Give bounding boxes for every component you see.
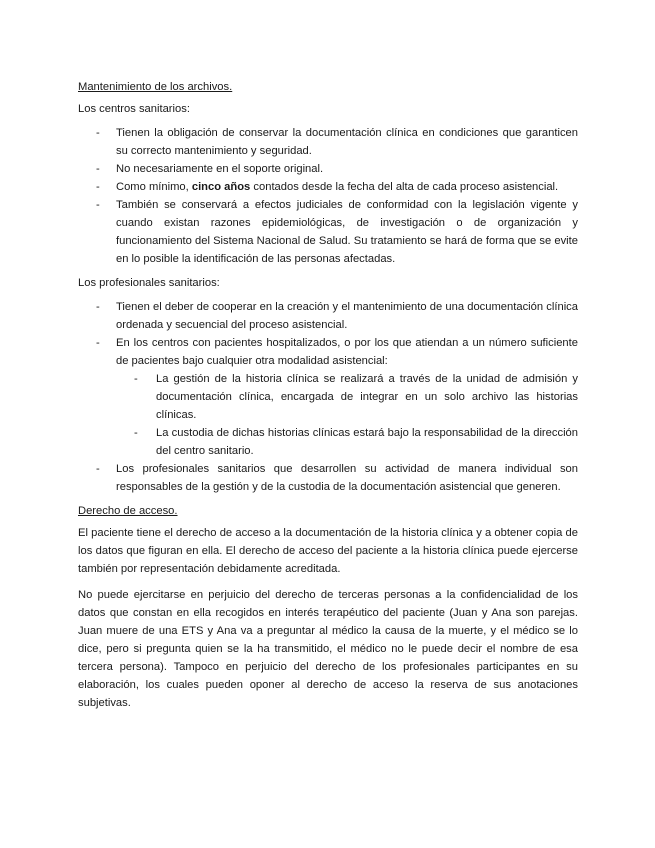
list-item-text: No necesariamente en el soporte original. <box>116 163 324 175</box>
list-item <box>78 334 578 460</box>
list-item-text-pre: Como mínimo, <box>116 181 192 193</box>
sublist-hospitalizados <box>116 370 578 460</box>
dash-marker: - <box>96 181 100 193</box>
list-item <box>78 196 578 268</box>
list-profesionales-sanitarios <box>78 298 578 496</box>
list-item <box>78 160 578 178</box>
dash-marker: - <box>134 373 138 385</box>
dash-marker: - <box>134 427 138 439</box>
paragraph-derecho-acceso: El paciente tiene el derecho de acceso a la documentación de la historia clínica y a obtener copia de los datos que figuran en ella. El derecho de acceso del paciente a la historia clínica puede ejercerse también por representación debidamente acreditada. <box>78 527 578 575</box>
list-item-text: Los profesionales sanitarios que desarrollen su actividad de manera individual son responsables de la gestión y de la custodia de la documentación asistencial que generen. <box>116 463 578 493</box>
dash-marker: - <box>96 463 100 475</box>
list-item-text: Tienen la obligación de conservar la documentación clínica en condiciones que garanticen su correcto mantenimiento y seguridad. <box>116 127 578 157</box>
dash-marker: - <box>96 163 100 175</box>
list-item <box>78 178 578 196</box>
dash-marker: - <box>96 337 100 349</box>
sublist-item <box>116 370 578 424</box>
sublist-item-text: La gestión de la historia clínica se realizará a través de la unidad de admisión y documentación clínica, encargada de integrar en un solo archivo las historias clínicas. <box>156 373 578 421</box>
list-centros-sanitarios <box>78 124 578 268</box>
list-item-text-bold: cinco años <box>191 181 251 193</box>
sublist-item <box>116 424 578 460</box>
intro-profesionales-sanitarios: Los profesionales sanitarios: <box>78 277 220 289</box>
list-item <box>78 460 578 496</box>
dash-marker: - <box>96 301 100 313</box>
list-item-text: Tienen el deber de cooperar en la creación y el mantenimiento de una documentación clínica ordenada y secuencial del proceso asistencial. <box>116 301 578 331</box>
paragraph-limites-acceso: No puede ejercitarse en perjuicio del derecho de terceras personas a la confidencialidad de los datos que constan en ella recogidos en interés terapéutico del paciente (Juan y Ana son parejas. Juan muere de una ETS y Ana va a preguntar al médico la causa de la muerte, y el médico se lo dice, pero si pregunta quien se la ha transmitido, el médico no le puede decir el nombre de esa tercera persona). Tampoco en perjuicio del derecho de los profesionales participantes en su elaboración, los cuales pueden oponer al derecho de acceso la reserva de sus anotaciones subjetivas. <box>78 589 578 709</box>
document-page <box>78 78 578 720</box>
dash-marker: - <box>96 199 100 211</box>
intro-centros-sanitarios: Los centros sanitarios: <box>78 103 190 115</box>
list-item <box>78 124 578 160</box>
section-title-derecho-acceso: Derecho de acceso. <box>78 505 178 517</box>
list-item-text: En los centros con pacientes hospitalizados, o por los que atiendan a un número suficiente de pacientes bajo cualquier otra modalidad asistencial: <box>116 337 578 367</box>
list-item-text-post: contados desde la fecha del alta de cada proceso asistencial. <box>250 181 559 193</box>
list-item-text: También se conservará a efectos judiciales de conformidad con la legislación vigente y cuando existan razones epidemiológicas, de investigación o de organización y funcionamiento del Sistema Nacional de Salud. Su tratamiento se hará de forma que se evite en lo posible la identificación de las personas afectadas. <box>116 199 578 265</box>
sublist-item-text: La custodia de dichas historias clínicas estará bajo la responsabilidad de la dirección del centro sanitario. <box>156 427 578 457</box>
section-title-mantenimiento: Mantenimiento de los archivos. <box>78 81 233 93</box>
list-item <box>78 298 578 334</box>
dash-marker: - <box>96 127 100 139</box>
